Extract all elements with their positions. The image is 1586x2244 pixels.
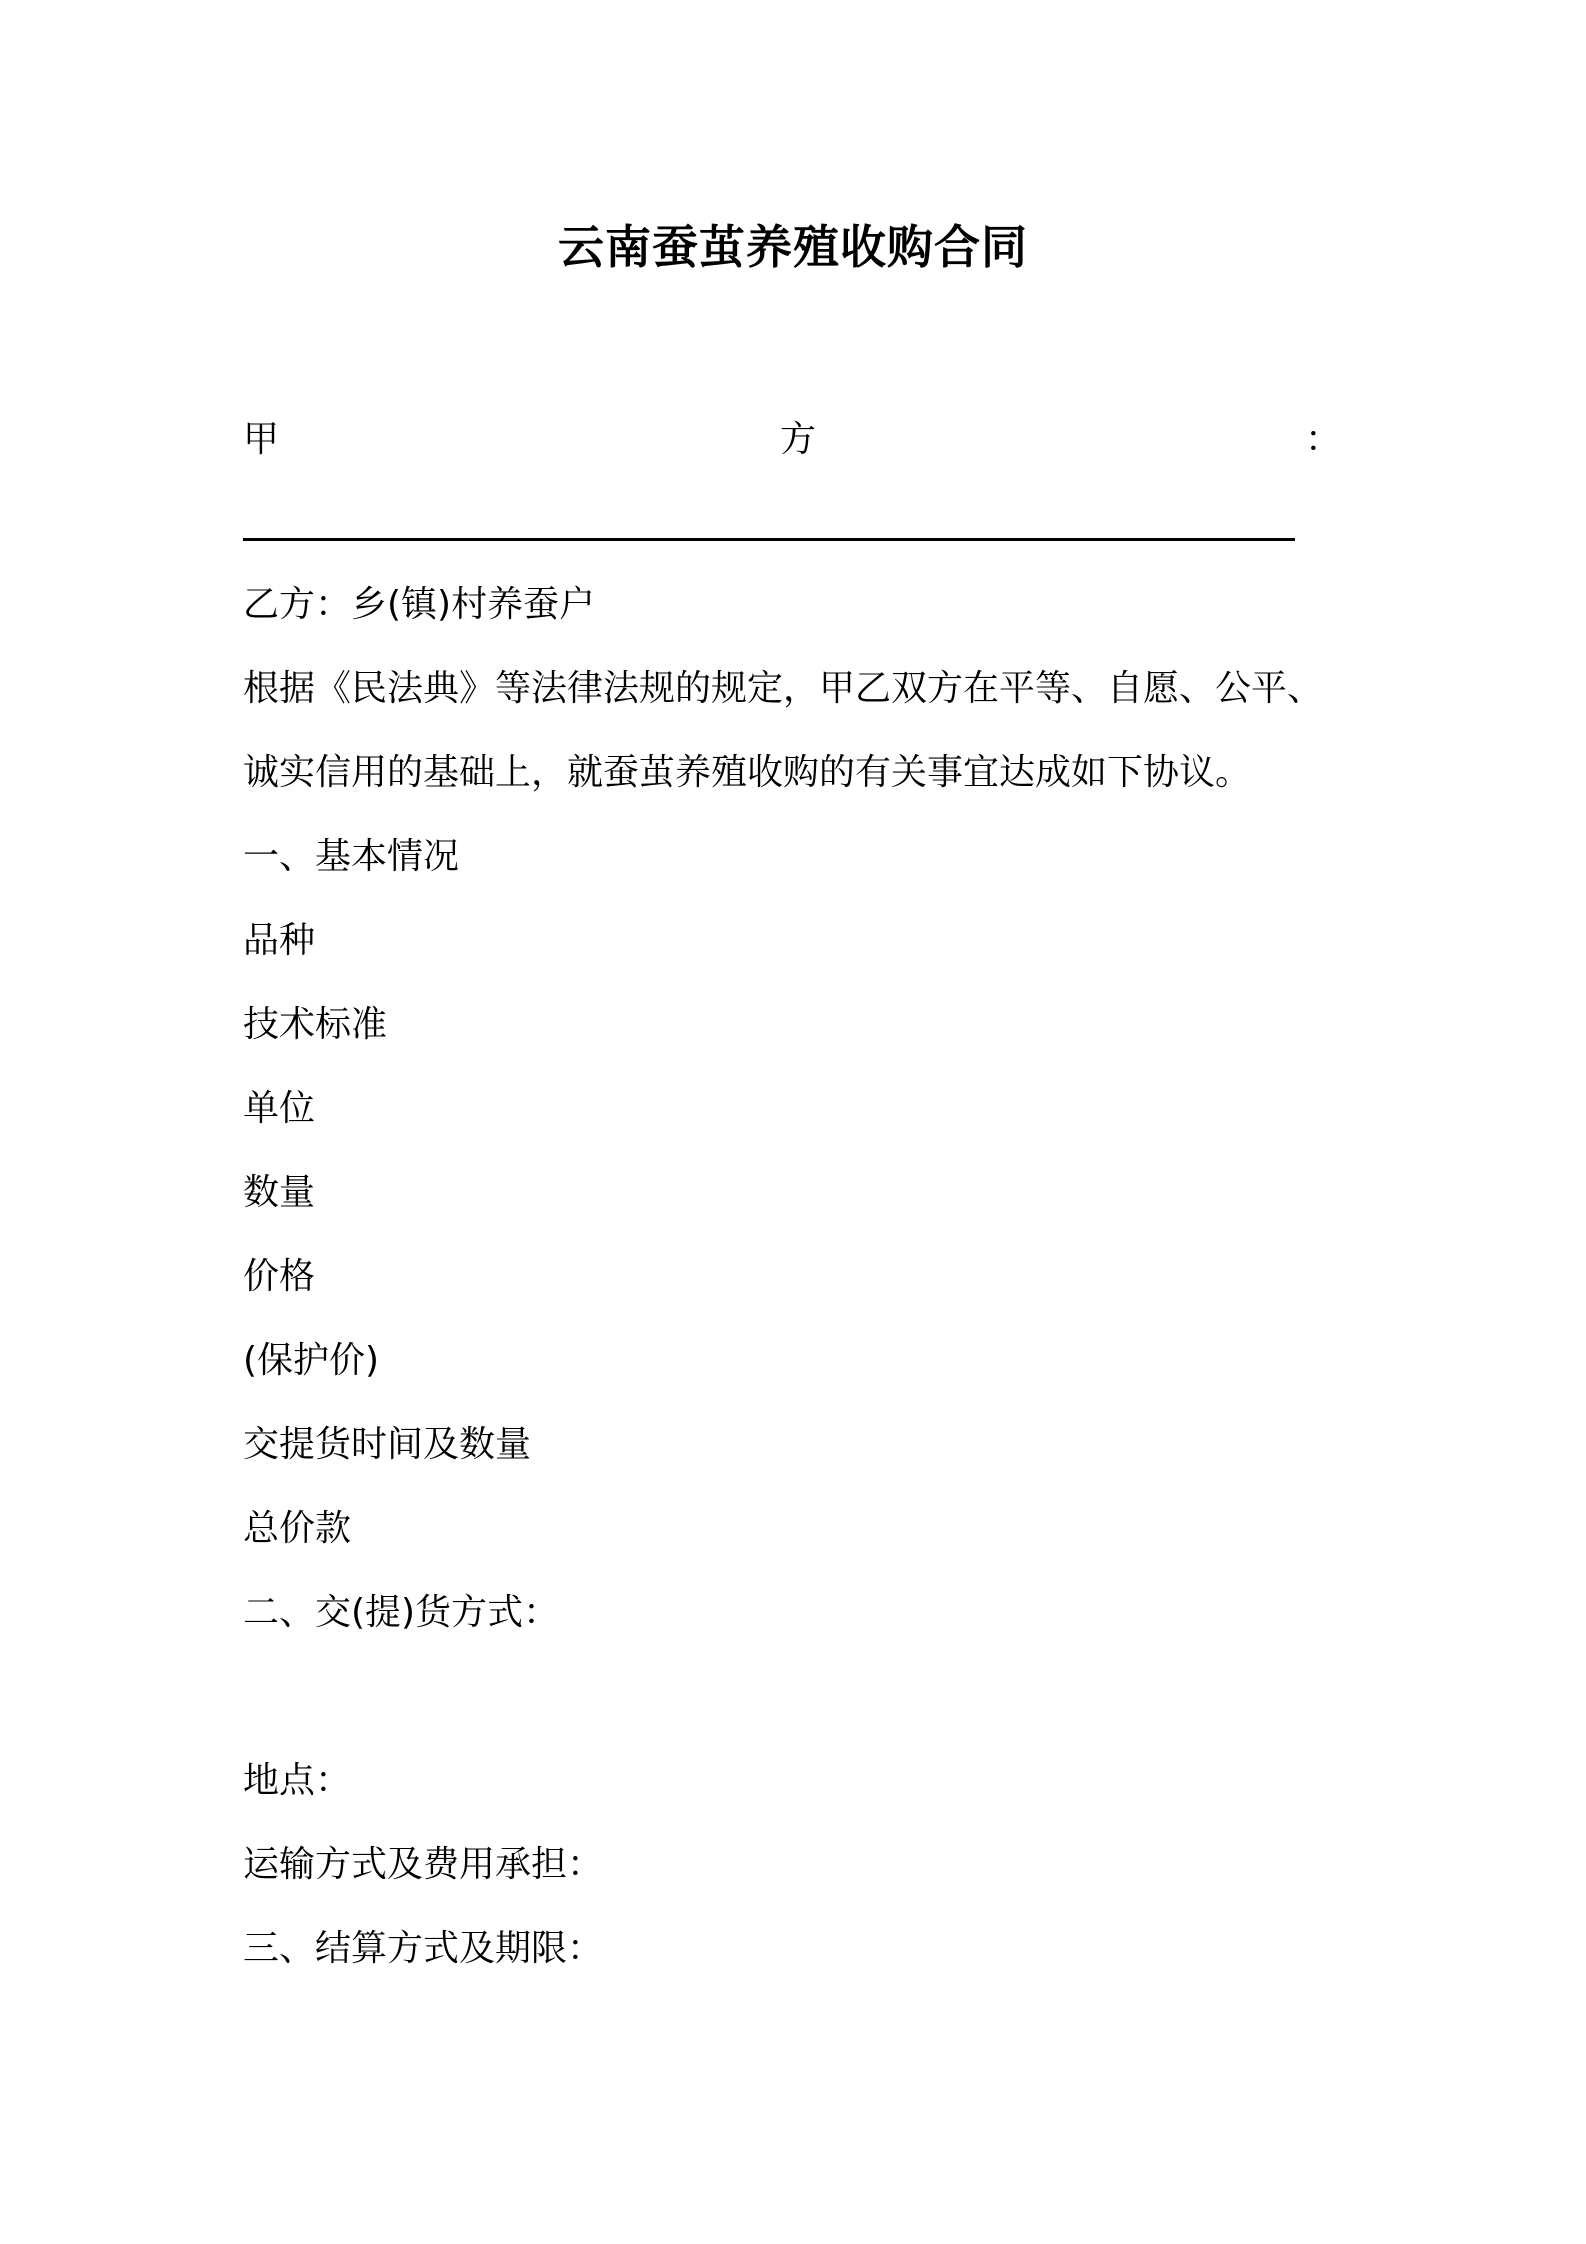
item-technical-standard: 技术标准 — [243, 1004, 388, 1045]
delivery-location: 地点： — [243, 1760, 352, 1801]
item-price: 价格 — [243, 1256, 316, 1297]
item-variety: 品种 — [243, 920, 316, 961]
item-total-price: 总价款 — [243, 1508, 352, 1549]
transport-method: 运输方式及费用承担： — [243, 1844, 604, 1885]
item-protected-price: (保护价) — [243, 1340, 380, 1381]
item-quantity: 数量 — [243, 1172, 316, 1213]
item-delivery-time: 交提货时间及数量 — [243, 1424, 532, 1465]
party-a-char-fang: 方 — [780, 419, 817, 460]
section-3-heading: 三、结算方式及期限： — [243, 1928, 604, 1969]
party-a-char-jia: 甲 — [243, 419, 280, 460]
item-unit: 单位 — [243, 1088, 316, 1129]
intro-line-1: 根据《民法典》等法律法规的规定，甲乙双方在平等、自愿、公平、 — [243, 668, 1324, 709]
party-a-line — [243, 405, 1341, 475]
intro-line-2: 诚实信用的基础上，就蚕茧养殖收购的有关事宜达成如下协议。 — [243, 752, 1252, 793]
section-2-heading: 二、交(提)货方式： — [243, 1592, 560, 1633]
section-1-heading: 一、基本情况 — [243, 836, 460, 877]
document-title: 云南蚕茧养殖收购合同 — [558, 220, 1028, 274]
party-a-blank-line — [243, 538, 1295, 541]
party-b-line: 乙方：乡(镇)村养蚕户 — [243, 584, 596, 625]
party-a-colon: ： — [1304, 419, 1341, 460]
